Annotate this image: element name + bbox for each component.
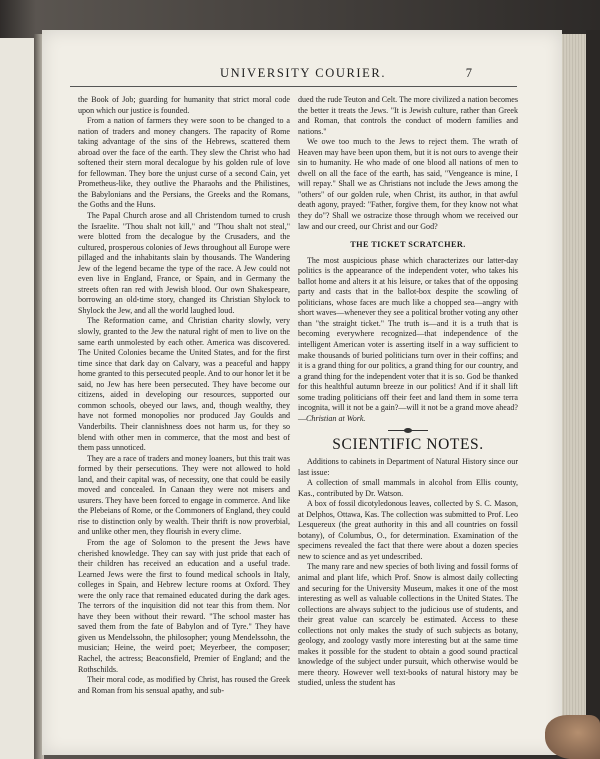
holding-thumb	[545, 715, 600, 759]
section-divider	[388, 428, 428, 434]
facing-page-edge	[0, 38, 36, 759]
citation: Christian at Work.	[306, 413, 366, 423]
left-column	[78, 95, 290, 696]
paragraph: The many rare and new species of both living and fossil forms of animal and plant life, which Prof. Snow is almost daily collecting and securing for the University Museum, makes it one of the most interesting as well as valuable collections in the United States. The collections are always subject to the judicious use of students, and their great value can scarcely be estimated. Access to these collections not only makes the study of such subjects as botany, geology, and zoology vastly more interesting but at the same time makes it possible for the student to obtain a good sound practical knowledge of the subject under pursuit, which otherwise would be mere theory. However well text-books of natural history may be studied, unless the student has	[298, 562, 518, 688]
paragraph: the Book of Job; guarding for humanity that strict moral code upon which our justice is founded.	[78, 95, 290, 115]
ticket-scratcher-heading: THE TICKET SCRATCHER.	[350, 240, 466, 250]
scientific-notes-title: SCIENTIFIC NOTES.	[332, 436, 484, 454]
paragraph: From a nation of farmers they were soon to be changed to a nation of traders and money changers. The rapacity of Rome taking advantage of the sins of the Hebrews, scattered them abroad over the face of the earth. They slew the Christ who had softened their stern moral decalogue by his golden rule of love for fellowman. They bore the unjust curse of a second Cain, yet Prometheus-like, they outlive the Pharaohs and the Philistines, the Babylonians and the Persians, the Greeks and the Romans, the Goths and the Huns.	[78, 116, 290, 210]
paragraph: dued the rude Teuton and Celt. The more civilized a nation becomes the better it treats the Jews. "It is Jewish culture, rather than Greek and Roman, that controls the conduct of modern families and nations."	[298, 95, 518, 136]
page-number: 7	[465, 66, 472, 80]
running-title: UNIVERSITY COURIER.	[220, 66, 387, 80]
paragraph: The Papal Church arose and all Christendom turned to crush the Israelite. "Thou shalt not kill," and "Thou shalt not steal," were blotted from the decalogue by the Crusaders, and the cultured, prosperous colonies of Jews throughout all Europe were pillaged and the inhabitants slain by thousands. The Wandering Jew of the legend became the type of the race. A Jew could not even live in England, France, or Spain, and in Germany the streets often ran red with Jewish blood. Our own Shakespeare, borrowing an old-time story, changed its Christian Shylock to Shylock the Jew, and all the world laughed loud.	[78, 211, 290, 315]
paragraph: From the age of Solomon to the present the Jews have cherished knowledge. They can say with just pride that each of their children has received an education and a useful trade. Learned Jews were the first to found medical schools in Italy, colleges in Spain, and Hebrew lecture rooms at Oxford. They were the only race that remained educated during the dark ages. The terrors of the inquisition did not tear this from them. Nor have they been without their reward. "The school master has saved them from the fate of Babylon and of Tyre." They have given us Mendelssohn, the philosopher; young Mendelssohn, the musician; Heine, the weird poet; Meyerbeer, the composer; Rachel, the actress; Beaconsfield, Premier of England; and the Rothschilds.	[78, 537, 290, 674]
right-column	[298, 95, 518, 689]
page-stack-edge	[562, 34, 586, 734]
paragraph: Additions to cabinets in Department of Natural History since our last issue:	[298, 456, 518, 477]
ticket-scratcher-text	[298, 256, 518, 425]
header-rule	[70, 86, 517, 87]
page-header	[42, 66, 472, 82]
paragraph: Their moral code, as modified by Christ, has roused the Greek and Roman from his sensual apathy, and sub-	[78, 675, 290, 695]
book-cover-edge	[586, 30, 600, 759]
ticket-body: The most auspicious phase which characterizes our latter-day politics is the appearance of the independent voter, who takes his ballot home and alters it at his leisure, or takes that of the opposing party and casts that in the ballot-box despite the scowling of politicians, whose faces are much like a chopped sea—angry with short waves—whenever they see a political brother voting any other than "the straight ticket." The truth is—and it is a truth that is becoming everywhere recognized—that independence of the intelligent American voter is asserting itself in a way sufficient to make thousands of buried politicians turn over in their coffins; and it is a grand thing for our politics, a grand thing for our country, and a grand thing for the independent voter that it is so. God be thanked for this healthful autumn breeze in our politics! And if it shall lift some trading politicians off their feet and land them in some terra incognita, will it not be a gain?—will it not be a grand move ahead?—	[298, 255, 518, 423]
paragraph: They are a race of traders and money loaners, but this trait was formed by their persecutions. They were not allowed to hold land, and their capital was, of necessity, one that could be easily moved and concealed. In Canaan they were not misers and usurers. They have been forced to engage in commerce. And like the Plebeians of Rome, or the Commoners of England, they could rise to distinction only by wealth. Their thrift is now proverbial, and unlike other men, they flourish in every clime.	[78, 453, 290, 537]
paragraph: We owe too much to the Jews to reject them. The wrath of Heaven may have been upon them, but it is not ours to avenge their sin to humanity. He who made of one blood all nations of men to dwell on all the face of the earth, has said, "Vengeance is mine, I will repay." Shall we as Christians not include the Jews among the "others" of our golden rule, when Christ, its author, in that awful death agony, prayed: "Father, forgive them, for they know not what they do"? Shall we ostracize those through whom we received our law and our creed, our Christ and our God?	[298, 137, 518, 231]
paragraph: A box of fossil dicotyledonous leaves, collected by S. C. Mason, at Delphos, Ottawa, Kas. The collection was submitted to Prof. Leo Lesquereux (the great authority in this and all countries on fossil botany), of Columbus, O., for determination. Examination of the specimens revealed the fact that there were about a dozen species new to science and as yet undescribed.	[298, 499, 518, 561]
divider-ornament	[404, 428, 412, 433]
paragraph: The Reformation came, and Christian charity slowly, very slowly, granted to the Jew the natural right of men to live on the same earth unmolested by each other. America was discovered. The United Colonies became the United States, and for the first time since that dark day on Calvary, was a peaceful and happy home granted to this persecuted people. And to our honor let it be said, no Jew has here been persecuted. They have become our citizens, aided in developing our resources, supported our common schools, obeyed our laws, and, though wealthy, they have not formed monopolies nor produced Jay Goulds and Vanderbilts. Their clannishness does not harm us, for they so blend with other men in commerce, that the most and best of them pass unnoticed.	[78, 316, 290, 453]
paragraph: A collection of small mammals in alcohol from Ellis county, Kas., contributed by Dr. Watson.	[298, 478, 518, 498]
